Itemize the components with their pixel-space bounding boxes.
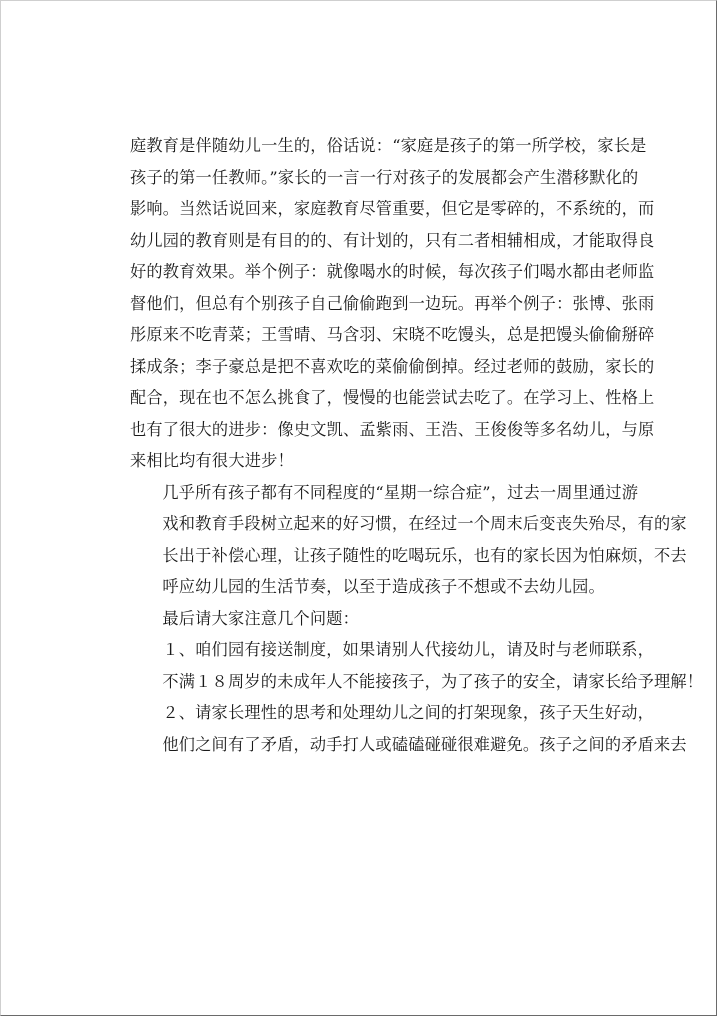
paragraph [130, 130, 655, 477]
paragraph [130, 697, 687, 760]
text-line: ２、请家长理性的思考和处理幼儿之间的打架现象，孩子天生好动， [162, 703, 655, 722]
text-line: １、咱们园有接送制度，如果请别人代接幼儿，请及时与老师联系， [162, 640, 655, 659]
text-line: 庭教育是伴随幼儿一生的，俗话说：“家庭是孩子的第一所学校，家长是 [130, 136, 647, 155]
paragraph [130, 603, 630, 635]
text-line: 戏和教育手段树立起来的好习惯，在经过一个周末后变丧失殆尽，有的家 [162, 514, 687, 533]
text-line: 几乎所有孩子都有不同程度的“星期一综合症”，过去一周里通过游 [162, 482, 639, 502]
document-body [130, 130, 704, 760]
text-line: 不满１８周岁的未成年人不能接孩子，为了孩子的安全，请家长给予理解！ [162, 671, 704, 691]
text-line: 也有了很大的进步：像史文凯、孟紫雨、王浩、王俊俊等多名幼儿，与原 [130, 419, 655, 439]
text-line: 揉成条；李子豪总是把不喜欢吃的菜偷偷倒掉。经过老师的鼓励，家长的 [130, 356, 655, 376]
text-line: 配合，现在也不怎么挑食了，慢慢的也能尝试去吃了。在学习上、性格上 [130, 388, 655, 407]
text-line: 督他们，但总有个别孩子自己偷偷跑到一边玩。再举个例子：张博、张雨 [130, 293, 655, 313]
text-line: 呼应幼儿园的生活节奏，以至于造成孩子不想或不去幼儿园。 [162, 577, 605, 596]
text-line: 他们之间有了矛盾，动手打人或磕磕碰碰很难避免。孩子之间的矛盾来去 [162, 734, 687, 754]
text-line: 孩子的第一任教师。”家长的一言一行对孩子的发展都会产生潜移默化的 [130, 167, 639, 187]
paragraph [130, 477, 687, 603]
text-line: 影响。当然话说回来，家庭教育尽管重要，但它是零碎的，不系统的，而 [130, 199, 655, 218]
text-line: 最后请大家注意几个问题： [162, 608, 360, 628]
text-line: 好的教育效果。举个例子：就像喝水的时候，每次孩子们喝水都由老师监 [130, 262, 655, 281]
text-line: 来相比均有很大进步！ [130, 451, 294, 470]
text-line: 长出于补偿心理，让孩子随性的吃喝玩乐，也有的家长因为怕麻烦，不去 [162, 545, 687, 565]
text-line: 幼儿园的教育则是有目的的、有计划的，只有二者相辅相成，才能取得良 [130, 230, 655, 250]
text-line: 彤原来不吃青菜；王雪晴、马含羽、宋晓不吃馒头，总是把馒头偷偷掰碎 [130, 325, 655, 344]
paragraph [130, 634, 704, 697]
